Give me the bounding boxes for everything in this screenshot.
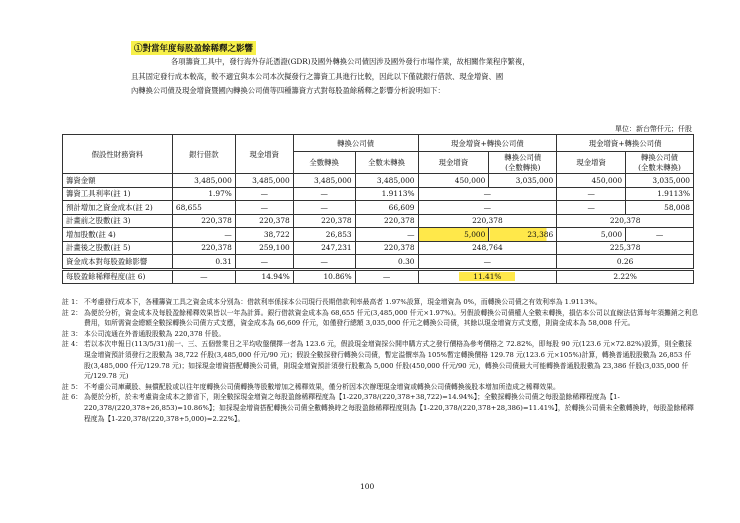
table-cell: 38,722 — [235, 228, 293, 242]
section-heading: ①對當年度每股盈餘稀釋之影響 — [131, 41, 256, 55]
footnote-tag: 註 4： — [62, 340, 83, 349]
table-row — [63, 187, 694, 201]
table-cell: 259,100 — [235, 241, 293, 255]
table-cell: 58,008 — [626, 201, 694, 215]
table-row — [63, 201, 694, 215]
table-cell: — — [557, 201, 626, 215]
table-cell: 220,378 — [355, 241, 418, 255]
header-mix-1: 現金增資+轉換公司債 — [418, 135, 557, 152]
table-cell: — — [293, 187, 355, 201]
table-row — [63, 255, 694, 270]
footnote — [62, 392, 698, 424]
table-cell: 220,378 — [418, 214, 557, 228]
table-row — [63, 241, 694, 255]
footnote-text: 若以本次申報日(113/5/31)前一、三、五個營業日之平均收盤價擇一者為 123.6 元，假設現金增資採公開申購方式之發行價格為參考價格之 72.82%，即每股 90 元(123.6 元×72.82%)設算，則全數採現金增資預計須發行之股數為 38,722 仟股(3,485,000 仟元/90 元)；假設全數採發行轉換公司債，暫定溢價率為 105%暫定轉換價格 129.78 元(123.6 元×105%)計算，轉換普通股股數為 26,853 仟股(3,485,000 仟元/129.78 元)；如採現金增資搭配轉換公司債，則現金增資預計須發行股數為 5,000 仟股(450,000 仟元/90 元)，轉換公司債最大可能轉換普通股股數為 23,386 仟股(3,035,000 仟元/129.78 元) — [84, 340, 692, 381]
footnote — [62, 382, 698, 393]
table-cell: 220,378 — [235, 214, 293, 228]
table-cell: — — [172, 228, 235, 242]
footnote-tag: 註 2： — [62, 308, 83, 317]
header-cash-increase: 現金增資 — [235, 135, 293, 174]
table-row — [63, 214, 694, 228]
financing-impact-table — [62, 134, 694, 284]
footnote-text: 不考慮公司庫藏股、無償配股或以往年度轉換公司債轉換等股數增加之稀釋效果，僅分析因本次辦理現金增資或轉換公司債轉換後股本增加所造成之稀釋效果。 — [84, 382, 560, 391]
header-convertible-bond: 轉換公司債 — [293, 135, 418, 152]
table-cell: 5,000 — [557, 228, 626, 242]
highlight-value: 11.41% — [459, 272, 515, 281]
table-cell: 225,378 — [557, 241, 694, 255]
footnote-text: 不考慮發行成本下，各種籌資工具之資金成本分別為：借款利率係採本公司現行長期借款利率最高者 1.97%設算，現金增資為 0%，而轉換公司債之有效利率為 1.9113%。 — [84, 298, 602, 306]
footnote — [62, 308, 698, 329]
header-bank-loan: 銀行借款 — [172, 135, 235, 174]
table-cell: 0.26 — [557, 255, 694, 270]
table-cell: 14.94% — [235, 269, 293, 284]
table-cell: — — [418, 255, 557, 270]
page-number: 100 — [360, 482, 375, 491]
row-label: 計畫後之股數(註 5) — [63, 241, 173, 255]
footnote-tag: 註 5： — [62, 382, 83, 391]
footnote-text: 為便於分析，於未考慮資金成本之節省下，則全數採現金增資之每股盈餘稀釋程度為【1-220,378/(220,378+38,722)=14.94%】；全數採轉換公司債之每股盈餘稀釋程度為【1-220,378/(220,378+26,853)=10.86%】；如採現金增資搭配轉換公司債全數轉換時之每股盈餘稀釋程度則為【1-220,378/(220,378+28,386)=11.41%】，於轉換公司債未全數轉換時，每股盈餘稀釋程度為【1-220,378/(220,378+5,000)=2.22%】。 — [84, 393, 694, 423]
intro-line-3: 內轉換公司債及現金增資暨國內轉換公司債等四種籌資方式對每股盈餘稀釋之影響分析說明如下： — [131, 86, 445, 95]
table-cell: 2.22% — [557, 269, 694, 284]
header-financial-data: 假設性財務資料 — [63, 135, 173, 174]
table-cell: — — [418, 201, 557, 215]
footnote-tag: 註 3： — [62, 329, 83, 338]
unit-label: 單位：新台幣仟元；仟股 — [615, 125, 692, 133]
intro-line-1: 各項籌資工具中，發行海外存託憑證(GDR)及國外轉換公司債因涉及國外發行市場作業，故相關作業程序繁複， — [171, 57, 530, 66]
table-cell: 220,378 — [172, 214, 235, 228]
table-cell: 68,655 — [172, 201, 235, 215]
table-cell: 247,231 — [293, 241, 355, 255]
table-cell: 23,386 — [489, 228, 557, 242]
table-cell: 220,378 — [355, 214, 418, 228]
table-cell: 450,000 — [557, 174, 626, 188]
table-cell: 220,378 — [172, 241, 235, 255]
table-cell: 3,035,000 — [626, 174, 694, 188]
intro-line-2: 且其固定發行成本較高，較不適宜與本公司本次擬發行之籌資工具進行比較，因此以下僅就銀行借款、現金增資、國 — [131, 71, 504, 81]
table-cell: 0.30 — [355, 255, 418, 270]
header-mix-2: 現金增資+轉換公司債 — [557, 135, 694, 152]
row-label: 計畫前之股數(註 3) — [63, 214, 173, 228]
table-cell: 1.97% — [172, 187, 235, 201]
table-cell: 0.31 — [172, 255, 235, 270]
table-cell: 3,485,000 — [293, 174, 355, 188]
table-cell: 66,609 — [355, 201, 418, 215]
table-cell: 220,378 — [557, 214, 694, 228]
row-label: 每股盈餘稀釋程度(註 6) — [63, 269, 173, 284]
table-cell: 248,764 — [418, 241, 557, 255]
table-cell: 26,853 — [293, 228, 355, 242]
row-label: 預計增加之資金成本(註 2) — [63, 201, 173, 215]
header-cb-none: 全數未轉換 — [355, 152, 418, 174]
table-cell: — — [626, 228, 694, 242]
table-cell: — — [235, 187, 293, 201]
table-cell: 3,035,000 — [489, 174, 557, 188]
table-cell: — — [293, 201, 355, 215]
footnotes — [62, 297, 698, 424]
table-cell: 3,485,000 — [355, 174, 418, 188]
table-cell: 10.86% — [293, 269, 355, 284]
table-cell: — — [172, 269, 235, 284]
table-cell-highlight — [418, 269, 557, 284]
intro-paragraph — [131, 55, 699, 99]
footnote-text: 本公司流通在外普通股股數為 220,378 仟股。 — [84, 329, 226, 338]
table-cell: 3,485,000 — [235, 174, 293, 188]
footnote-tag: 註 1： — [62, 298, 83, 306]
footnote — [62, 297, 698, 308]
table-cell: 5,000 — [418, 228, 489, 242]
table-cell: — — [355, 269, 418, 284]
table-row — [63, 269, 694, 284]
header-cb-all: 全數轉換 — [293, 152, 355, 174]
table-cell: — — [355, 228, 418, 242]
table-cell: 1.9113% — [355, 187, 418, 201]
header-mix1-cash: 現金增資 — [418, 152, 489, 174]
header-mix1-cb: 轉換公司債 (全數轉換) — [489, 152, 557, 174]
table-cell: — — [418, 187, 557, 201]
header-mix2-cash: 現金增資 — [557, 152, 626, 174]
table-row — [63, 228, 694, 242]
row-label: 資金成本對每股盈餘影響 — [63, 255, 173, 270]
table-row — [63, 174, 694, 188]
row-label: 增加股數(註 4) — [63, 228, 173, 242]
table-cell: — — [557, 187, 626, 201]
table-cell: 450,000 — [418, 174, 489, 188]
footnote-text: 為便於分析，資金成本及每股盈餘稀釋效果皆以一年為計算。銀行借款資金成本為 68,655 仟元(3,485,000 仟元×1.97%)。另假設轉換公司債權人全數未轉換，損估本公司以直線法估算每年須攤銷之利息費用，如所需資金總額全數採轉換公司債方式支應，資金成本為 66,609 仟元，如僅發行總額 3,035,000 仟元之轉換公司債，其餘以現金增資方式支應，則資金成本為 58,008 仟元。 — [84, 308, 699, 328]
table-cell: — — [293, 255, 355, 270]
footnote-tag: 註 6： — [62, 393, 83, 402]
table-cell: 3,485,000 — [172, 174, 235, 188]
table-cell: — — [235, 255, 293, 270]
footnote — [62, 339, 698, 381]
footnote — [62, 329, 698, 340]
header-mix2-cb: 轉換公司債 (全數未轉換) — [626, 152, 694, 174]
table-cell: 220,378 — [293, 214, 355, 228]
table-cell: 1.9113% — [626, 187, 694, 201]
table-cell: — — [235, 201, 293, 215]
row-label: 籌資工具利率(註 1) — [63, 187, 173, 201]
row-label: 籌資金額 — [63, 174, 173, 188]
